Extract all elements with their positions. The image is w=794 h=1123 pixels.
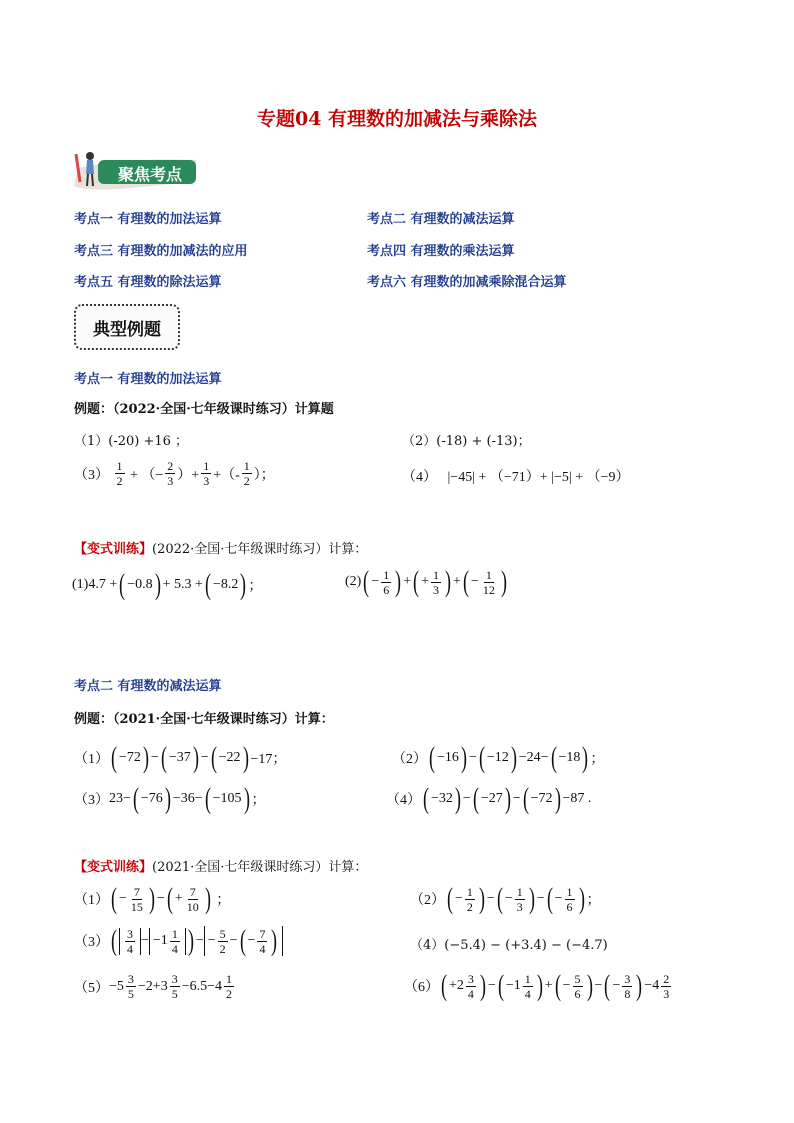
sec2-v1: （1） ( − $\frac{7}{15}$ ) − ( + $\frac{7}{10}$ ) ； (74, 884, 230, 914)
sec2-q1-label: （1） (74, 752, 109, 767)
sec1-q4: （4） |−45| + （−71）+ |−5| + （−9） (402, 466, 629, 486)
sec2-example: 例题：（2021·全国·七年级课时练习）计算： (74, 712, 334, 727)
sec2-v3-label: （3） (74, 935, 109, 950)
sec2-v2-label: （2） (410, 893, 445, 908)
sec1-example: 例题：（2022·全国·七年级课时练习）计算题 (74, 402, 334, 417)
sec2-heading: 考点二 有理数的减法运算 (74, 679, 222, 694)
point-5: 考点五 有理数的除法运算 (74, 275, 222, 290)
sec1-v1: (1) 4.7 + ( −0.8 ) + 5.3 + ( −8.2 ) ； (72, 570, 262, 600)
sec1-q1: （1）(-20) +16 ； (74, 434, 189, 449)
page-title: 专题04 有理数的加减法与乘除法 (256, 108, 538, 130)
sec1-q3: （3） $\frac{1}{2}$ + （− $\frac{2}{3}$ ）+ $\frac{1}{3}$ +（- $\frac{1}{2}$ ）； (74, 459, 275, 488)
sec1-v2: (2) ( − $\frac{1}{6}$ ) + ( + $\frac{1}{3}$ ) + ( − $\frac{1}{12}$ ) (345, 567, 509, 597)
focus-points-banner (70, 146, 200, 192)
sec2-q2-label: （2） (392, 752, 427, 767)
point-6: 考点六 有理数的加减乘除混合运算 (367, 275, 567, 290)
point-3: 考点三 有理数的加减法的应用 (74, 244, 248, 259)
sec2-v2: （2） ( − $\frac{1}{2}$ ) − ( − $\frac{1}{3}$ ) − ( − $\frac{1}{6}$ ) ； (410, 884, 601, 914)
sec2-v5: （5） −5 $\frac{3}{5}$ −2+3 $\frac{3}{5}$ −6.5−4 $\frac{1}{2}$ (74, 972, 232, 1001)
point-1: 考点一 有理数的加法运算 (74, 212, 222, 227)
sec1-v1-label: (1) (72, 577, 89, 592)
sec2-q3: （3） 23− ( −76 ) −36− ( −105 ) ； (74, 784, 266, 814)
sec1-q4-label: （4） (402, 470, 437, 485)
sec2-q3-label: （3） (74, 793, 109, 808)
sec1-variant (74, 538, 367, 557)
sec2-variant (74, 856, 367, 875)
banner-label: 聚焦考点 (118, 165, 183, 184)
sec1-q3-label: （3） (74, 467, 109, 483)
sec1-heading: 考点一 有理数的加法运算 (74, 372, 222, 387)
sec2-v3: （3） ( $\frac{3}{4}$ − −1 $\frac{1}{4}$ ) − − $\frac{5}{2}$ − ( − $\frac{7}{4}$ ) (74, 926, 283, 956)
sec2-v6: （6） ( +2 $\frac{3}{4}$ ) − ( −1 $\frac{1}{4}$ ) + ( − $\frac{5}{6}$ ) − ( − $\frac{3}{8}$ ) −4 $\frac{2}{3}$ (404, 971, 673, 1001)
sec1-variant-tag: 【变式训练】 (74, 542, 153, 557)
sec2-variant-text: (2021·全国·七年级课时练习）计算： (152, 860, 368, 875)
sec1-variant-text: (2022·全国·七年级课时练习）计算： (152, 542, 368, 557)
sec2-q1: （1） ( −72 ) − ( −37 ) − ( −22 ) −17； (74, 743, 286, 773)
sec1-v2-label: (2) (345, 574, 362, 589)
sec2-v6-label: （6） (404, 980, 439, 995)
sec2-v5-label: （5） (74, 980, 109, 996)
sec2-v1-label: （1） (74, 893, 109, 908)
sec2-q2: （2） ( −16 ) − ( −12 ) −24− ( −18 ) ； (392, 743, 604, 773)
point-4: 考点四 有理数的乘法运算 (367, 244, 515, 259)
sec2-q4-label: （4） (386, 793, 421, 808)
point-2: 考点二 有理数的减法运算 (367, 212, 515, 227)
sec2-v4: （4）(−5.4) − (+3.4) − (−4.7) (410, 938, 608, 953)
sec1-q2: （2）(-18) + (-13)； (402, 434, 531, 449)
sec2-variant-tag: 【变式训练】 (74, 860, 153, 875)
typical-example-box: 典型例题 (74, 304, 180, 350)
sec2-q4: （4） ( −32 ) − ( −27 ) − ( −72 ) −87 . (386, 784, 591, 814)
